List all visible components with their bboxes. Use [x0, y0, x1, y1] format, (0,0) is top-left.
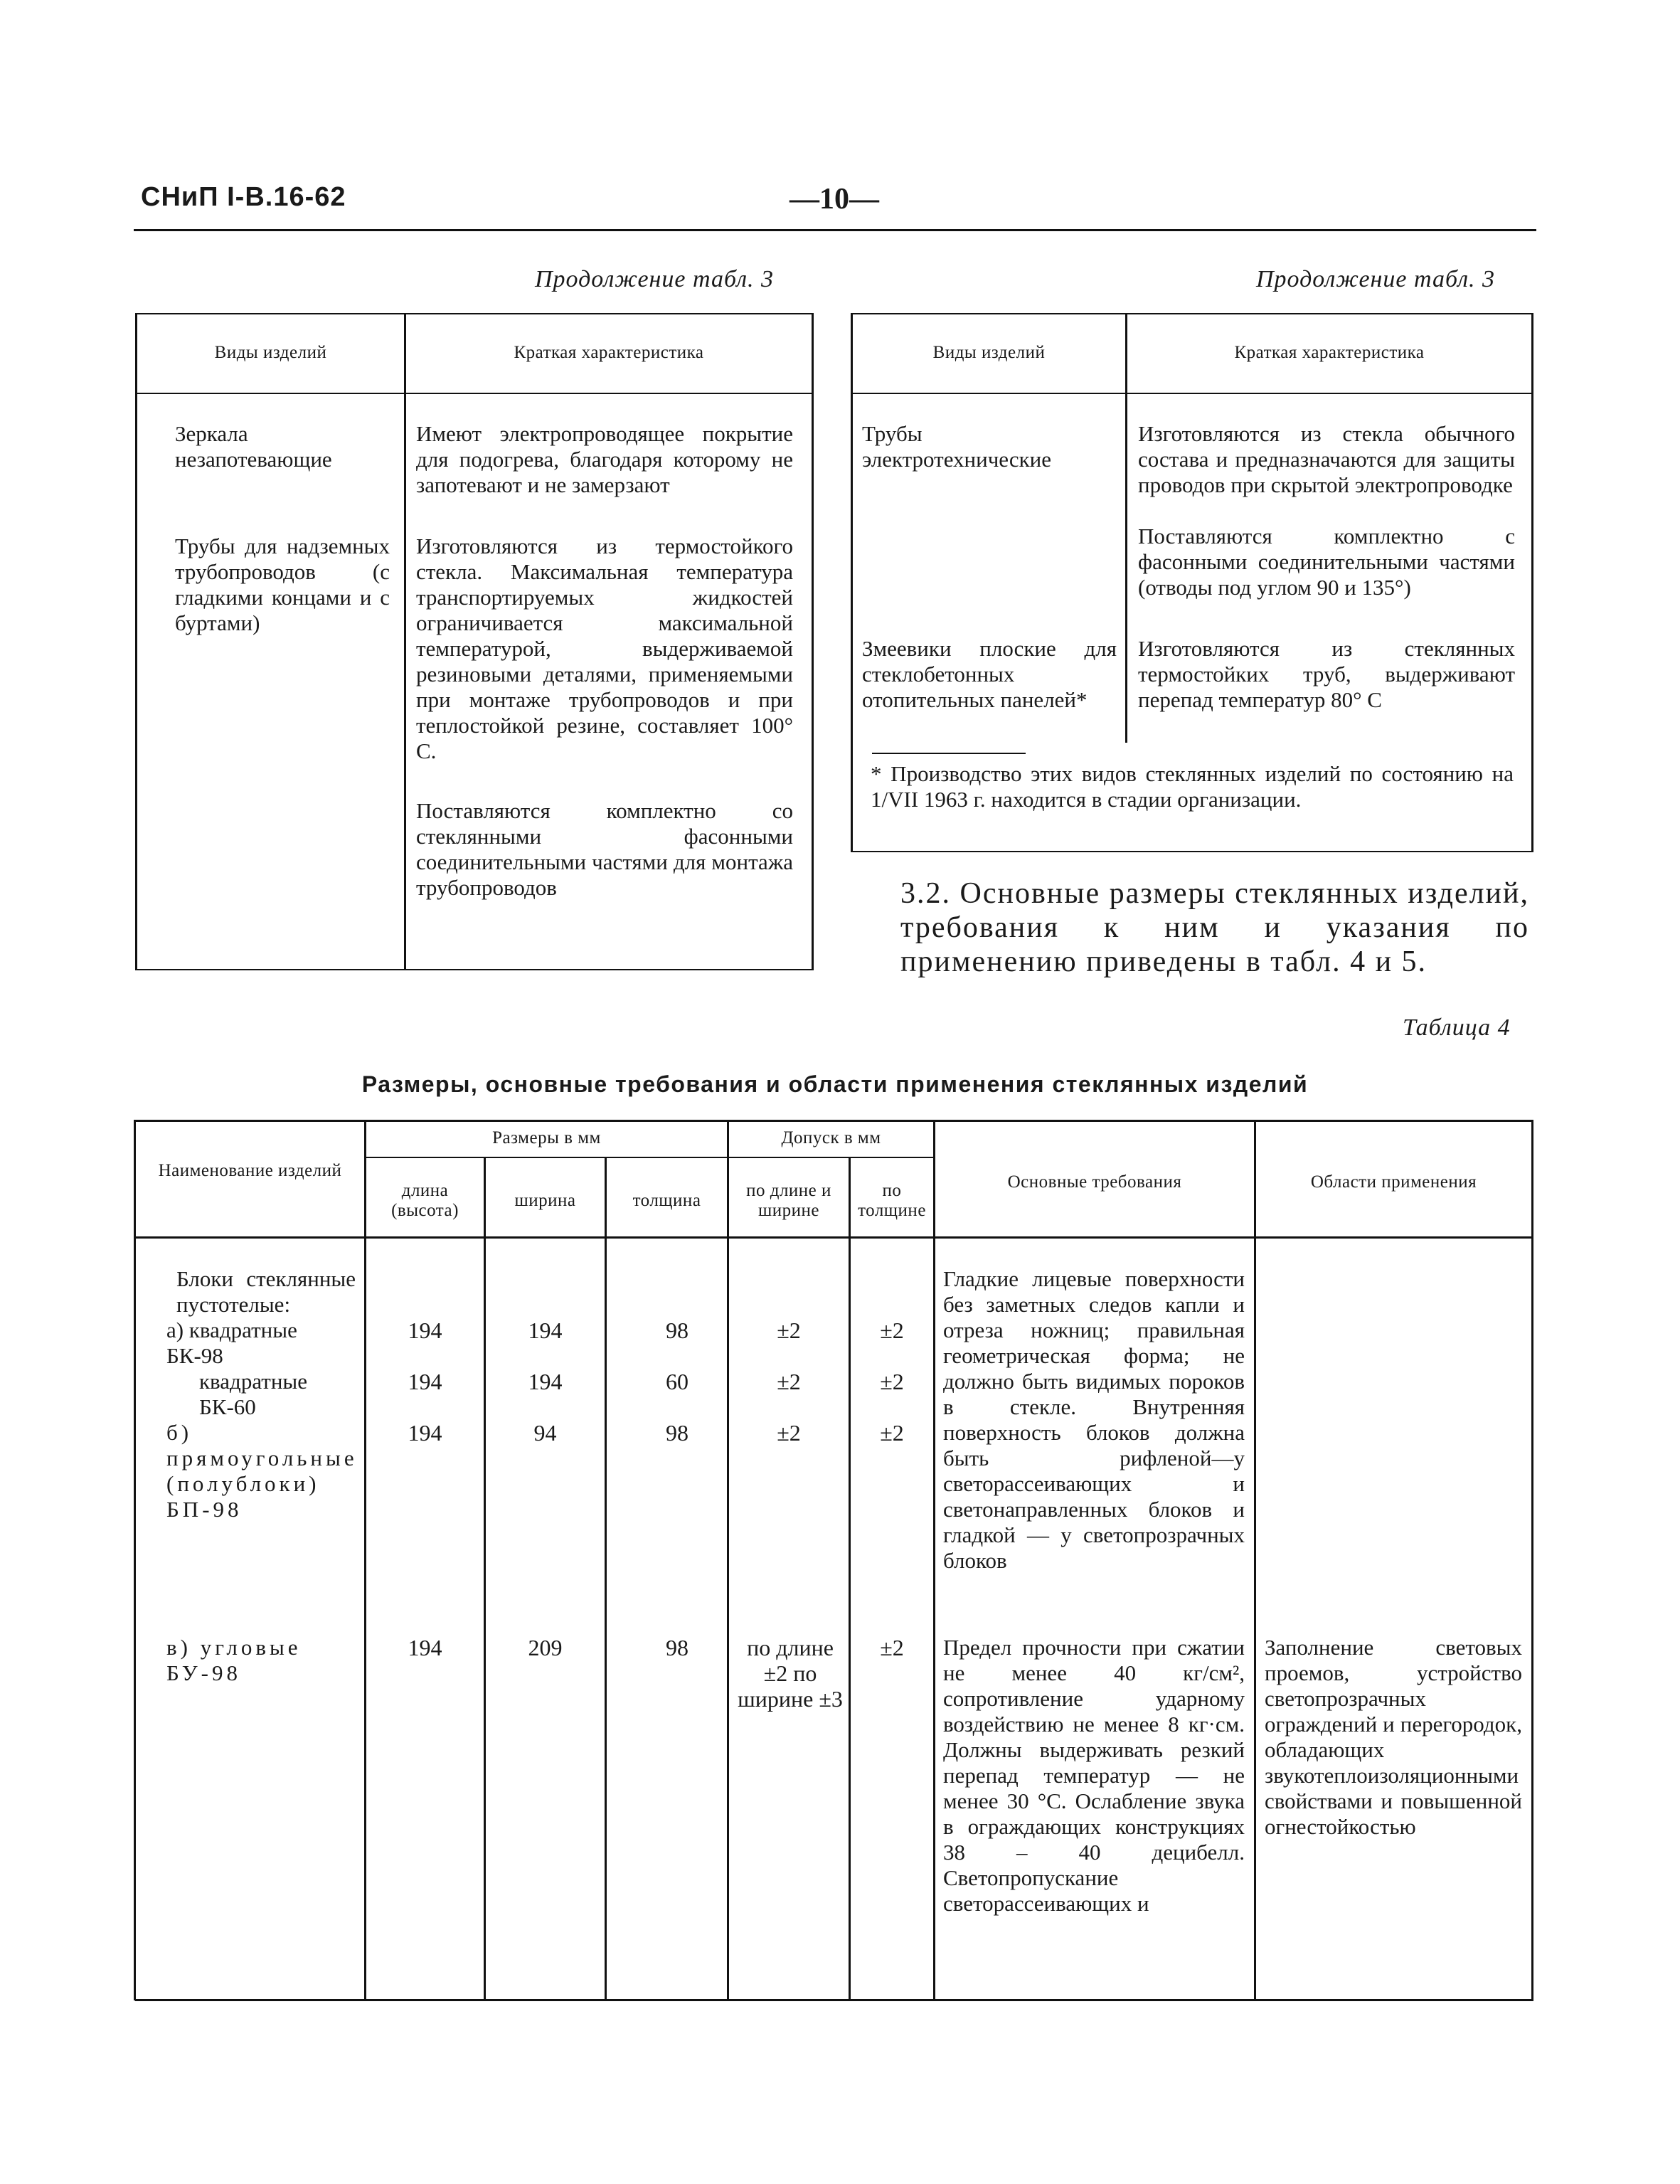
t4-row3-thickness-value: 98: [666, 1420, 689, 1446]
t4-row1-name: а) квадратные БК-98: [166, 1318, 297, 1368]
t4-header-thickness: толщина: [632, 1191, 701, 1210]
t4-row2-tol-lw: ±2: [777, 1369, 801, 1394]
t4-row3-name: б) прямоугольные (полублоки) БП-98: [166, 1420, 358, 1522]
table4-label: Таблица 4: [1403, 1014, 1511, 1041]
t4-requirements-1: Гладкие лицевые поверхности без заметных следов капли и отреза ножниц; правильная геометрическая форма; не должно быть видимых пороков в стекле. Внутренняя поверхность блоков должна быть рифленой—у светорассеивающих и светонаправленных блоков и гладкой — у светопрозрачных блоков: [943, 1266, 1245, 1573]
left-table-continuation: Продолжение табл. 3: [535, 266, 775, 292]
t4-header-sizes: Размеры в мм: [492, 1128, 601, 1147]
t4-row1-tol-lw: ±2: [777, 1318, 801, 1343]
t4-header-tol-thickness: по толщине: [858, 1181, 926, 1220]
left-row2-description-supply: Поставляются комплектно со стеклянными фасонными соединительными частями для монтажа трубопроводов: [416, 798, 793, 900]
t4-header-tolerance: Допуск в мм: [781, 1128, 881, 1147]
t4-row4-length: 194: [408, 1635, 442, 1660]
t4-intro-label: Блоки стеклянные пустотелые:: [176, 1266, 356, 1317]
right-col-header-types: Виды изделий: [932, 343, 1046, 362]
t4-row1-thickness-value: 98: [666, 1318, 689, 1343]
left-row2-name: Трубы для надземных трубопроводов (с гладкими концами и с буртами): [175, 534, 390, 635]
paragraph-3-2: 3.2. Основные размеры стеклянных изделий, требования к ним и указания по применению приведены в табл. 4 и 5.: [900, 877, 1529, 978]
t4-header-name: Наименование изделий: [158, 1161, 342, 1180]
t4-row1-length: 194: [408, 1318, 442, 1343]
t4-header-applications: Области применения: [1310, 1172, 1477, 1192]
t4-applications: Заполнение световых проемов, устройство светопрозрачных ограждений и перегородок, обладающих звукотеплоизоляционными свойствами и повышенной огнестойкостью: [1265, 1635, 1522, 1839]
t4-row2-tol-t: ±2: [880, 1369, 904, 1394]
t4-row3-width: 94: [533, 1420, 557, 1446]
right-row2-description: Изготовляются из стеклянных термостойких труб, выдерживают перепад температур 80° С: [1138, 636, 1515, 712]
t4-row3-length: 194: [408, 1420, 442, 1446]
t4-row4-thickness-value: 98: [666, 1635, 689, 1660]
t4-row3-tol-lw: ±2: [777, 1420, 801, 1446]
t4-row2-thickness: [607, 1369, 727, 1395]
left-row1-description: Имеют электропроводящее покрытие для подогрева, благодаря которому не запотевают и не замерзают: [416, 421, 793, 497]
t4-row3-thickness: [607, 1420, 727, 1446]
document-code: СНиП I-В.16-62: [141, 182, 346, 212]
t4-row2-width: 194: [528, 1369, 563, 1394]
table4-title: Размеры, основные требования и области применения стеклянных изделий: [361, 1071, 1309, 1097]
t4-header-tol-length-width: по длине и ширине: [746, 1181, 831, 1220]
t4-header-width: ширина: [514, 1191, 576, 1210]
t4-requirements-2: Предел прочности при сжатии не менее 40 кг/см², сопротивление ударному воздействию не менее 8 кг·см. Должны выдерживать резкий перепад температур — не менее 30 °С. Ослабление звука в ограждающих конструкциях 38 – 40 децибелл. Светопропускание светорассеивающих и: [943, 1635, 1245, 1916]
right-row1-name: Трубы электротехнические: [862, 421, 1052, 472]
right-row1-description: Изготовляются из стекла обычного состава и предназначаются для защиты проводов при скрытой электропроводке: [1138, 421, 1515, 497]
t4-row4-tol-lw: по длине ±2 по ширине ±3: [738, 1635, 843, 1712]
t4-row4-thickness: [607, 1635, 727, 1661]
left-row2-description: Изготовляются из термостойкого стекла. Максимальная температура транспортируемых жидкостей ограничивается максимальной температурой, выдерживаемой резиновыми деталями, применяемыми при монтаже трубопроводов и при теплостойкой резине, составляет 100° С.: [416, 534, 793, 763]
right-row2-name: Змеевики плоские для стеклобетонных отопительных панелей*: [862, 636, 1117, 712]
left-row1-name: Зеркала незапотевающие: [175, 421, 332, 472]
t4-row4-width: 209: [528, 1635, 563, 1660]
right-col-header-description: Краткая характеристика: [1234, 343, 1425, 362]
t4-row4-name: в) угловые БУ-98: [166, 1635, 302, 1685]
footnote-rule: [872, 753, 1026, 754]
right-table-footnote: * Производство этих видов стеклянных изделий по состоянию на 1/VII 1963 г. находится в стадии организации.: [871, 761, 1514, 812]
right-row1-description-supply: Поставляются комплектно с фасонными соединительными частями (отводы под углом 90 и 135°): [1138, 524, 1515, 600]
t4-row1-thickness: [607, 1318, 727, 1344]
left-col-header-description: Краткая характеристика: [514, 343, 704, 362]
t4-header-requirements: Основные требования: [1007, 1172, 1182, 1192]
page-number: —10—: [790, 183, 879, 216]
t4-row1-width: 194: [528, 1318, 563, 1343]
t4-row4-tol-t: ±2: [880, 1635, 904, 1660]
t4-row2-length: 194: [408, 1369, 442, 1394]
t4-row3-tol-t: ±2: [880, 1420, 904, 1446]
t4-row1-tol-t: ±2: [880, 1318, 904, 1343]
t4-row2-name: квадратные БК-60: [199, 1369, 308, 1419]
right-table-continuation: Продолжение табл. 3: [1256, 266, 1496, 292]
header-rule: [134, 229, 1536, 231]
t4-header-length: длина (высота): [391, 1181, 459, 1220]
left-col-header-types: Виды изделий: [214, 343, 327, 362]
t4-row2-thickness-value: 60: [666, 1369, 689, 1394]
